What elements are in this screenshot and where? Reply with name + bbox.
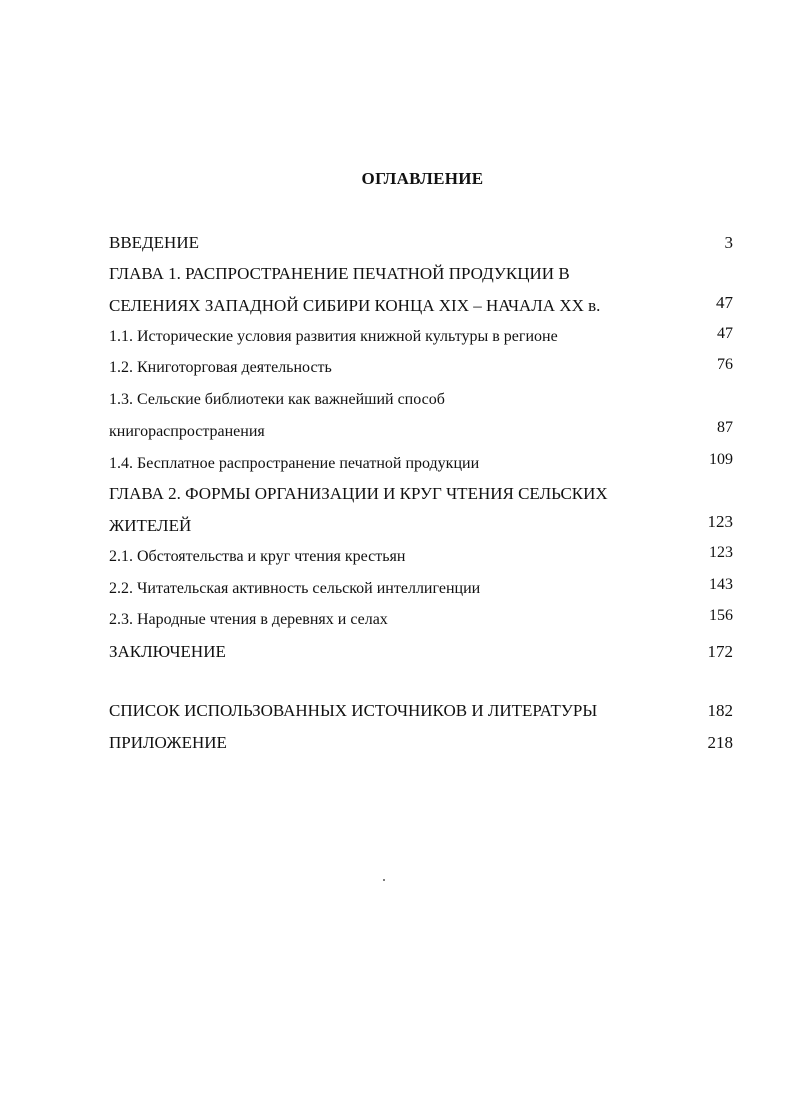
toc-page-section-2-2: 143 <box>709 576 733 593</box>
toc-page-section-2-1: 123 <box>709 544 733 561</box>
toc-entry-section-1-1: 1.1. Исторические условия развития книжной культуры в регионе <box>109 328 558 345</box>
toc-page-section-1-1: 47 <box>717 325 733 342</box>
toc-entry-chapter-1-line-1: ГЛАВА 1. РАСПРОСТРАНЕНИЕ ПЕЧАТНОЙ ПРОДУКЦИИ В <box>109 264 570 283</box>
toc-page-chapter-1: 47 <box>716 293 733 312</box>
toc-page-section-2-3: 156 <box>709 607 733 624</box>
toc-page-introduction: 3 <box>724 233 733 252</box>
toc-entry-section-2-1: 2.1. Обстоятельства и круг чтения крестьян <box>109 548 406 565</box>
toc-page-chapter-2: 123 <box>707 512 733 531</box>
toc-entry-chapter-2-line-2: ЖИТЕЛЕЙ <box>109 516 192 535</box>
page-title: ОГЛАВЛЕНИЕ <box>361 169 484 188</box>
toc-entry-section-1-3-line-1: 1.3. Сельские библиотеки как важнейший способ <box>109 391 445 408</box>
toc-entry-section-1-4: 1.4. Бесплатное распространение печатной продукции <box>109 455 480 472</box>
toc-page-conclusion: 172 <box>707 642 733 661</box>
toc-entry-introduction: ВВЕДЕНИЕ <box>109 233 199 252</box>
toc-entry-chapter-1-line-2: СЕЛЕНИЯХ ЗАПАДНОЙ СИБИРИ КОНЦА XIX – НАЧАЛА XX в. <box>109 296 601 315</box>
toc-page-sources: 182 <box>707 701 733 720</box>
toc-page-section-1-4: 109 <box>709 451 733 468</box>
toc-entry-conclusion: ЗАКЛЮЧЕНИЕ <box>109 642 226 661</box>
scan-speck <box>383 879 385 881</box>
toc-entry-appendix: ПРИЛОЖЕНИЕ <box>109 733 227 752</box>
toc-entry-section-2-2: 2.2. Читательская активность сельской интеллигенции <box>109 580 481 597</box>
toc-page-appendix: 218 <box>707 733 733 752</box>
toc-entry-section-1-3-line-2: книгораспространения <box>109 423 265 440</box>
toc-page-section-1-2: 76 <box>717 356 733 373</box>
toc-entry-section-1-2: 1.2. Книготорговая деятельность <box>109 359 332 376</box>
toc-page-section-1-3: 87 <box>717 419 733 436</box>
toc-entry-section-2-3: 2.3. Народные чтения в деревнях и селах <box>109 611 388 628</box>
toc-entry-chapter-2-line-1: ГЛАВА 2. ФОРМЫ ОРГАНИЗАЦИИ И КРУГ ЧТЕНИЯ СЕЛЬСКИХ <box>109 484 608 503</box>
toc-entry-sources: СПИСОК ИСПОЛЬЗОВАННЫХ ИСТОЧНИКОВ И ЛИТЕРАТУРЫ <box>109 701 598 720</box>
